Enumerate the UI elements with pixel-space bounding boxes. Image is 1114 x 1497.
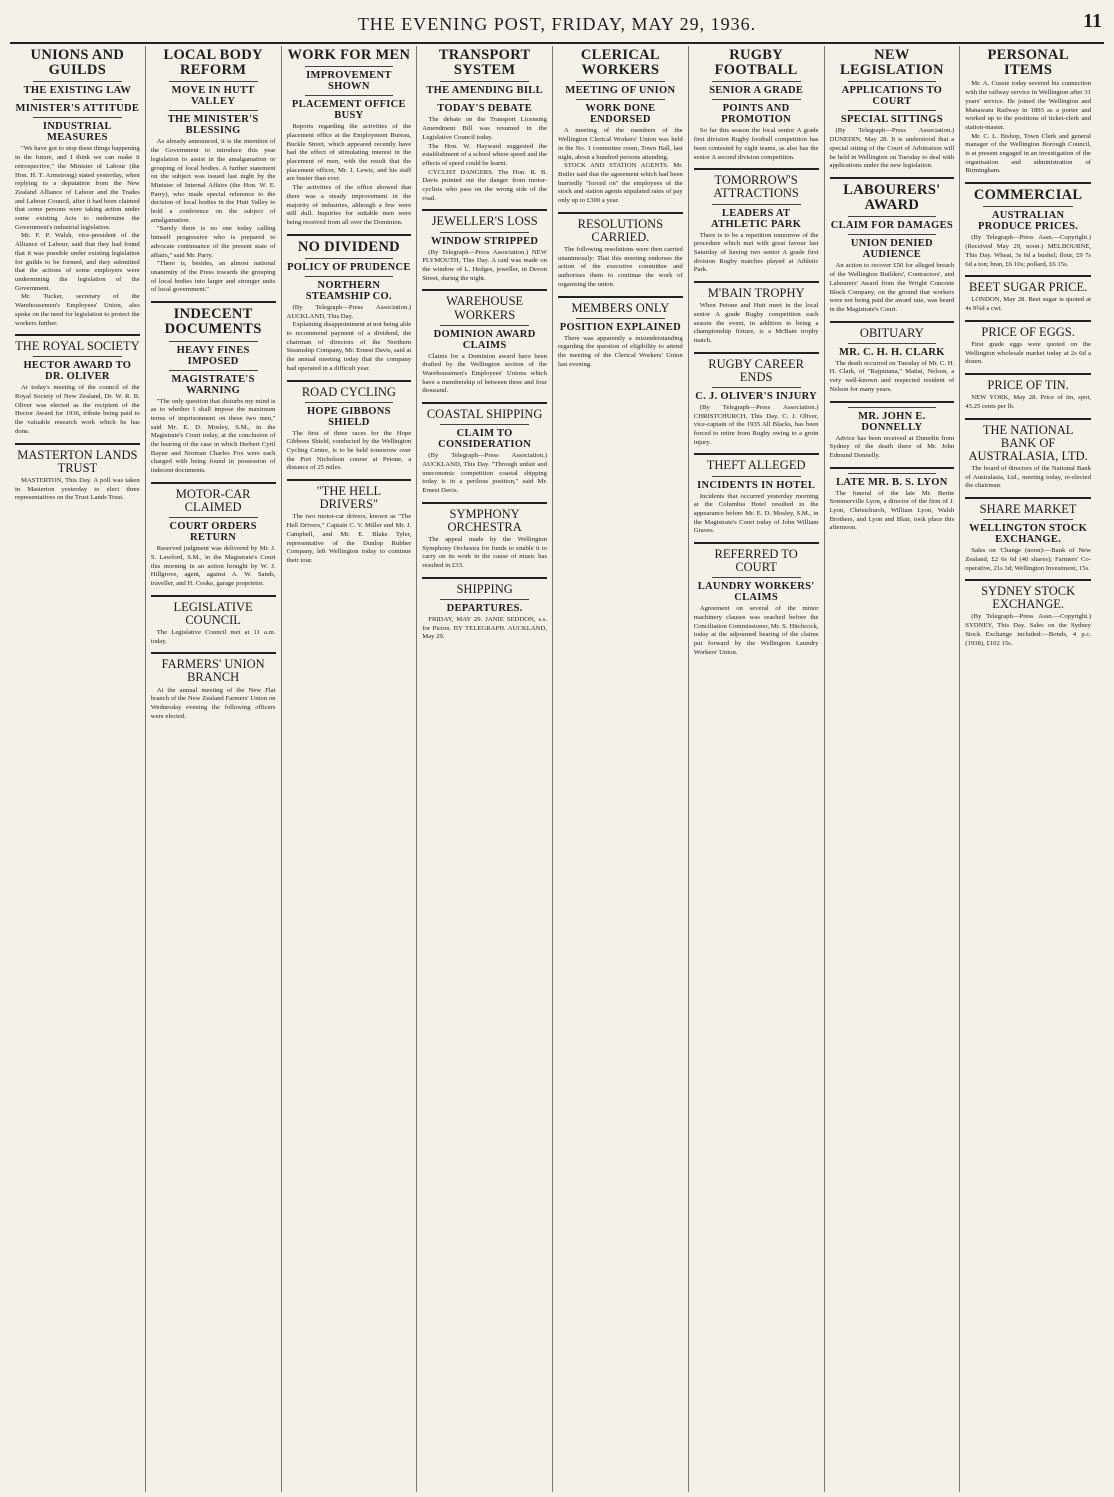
article-body (558, 335, 683, 370)
article-subheading: HEAVY FINES IMPOSED (176, 344, 250, 367)
article-subheading: IMPROVEMENT SHOWN (306, 70, 392, 93)
article-divider (558, 212, 683, 214)
headline-rule (712, 99, 801, 100)
article-body (151, 138, 276, 295)
article-subheading: THE EXISTING LAW (23, 85, 132, 97)
headline-rule (33, 117, 122, 118)
article-divider (830, 401, 955, 403)
article-paragraph: The board of directors of the National Bank of Australasia, Ltd., meeting today, re-elected the chairman. (965, 464, 1091, 490)
article-divider (287, 479, 412, 481)
article-body (558, 127, 683, 205)
article-body (965, 296, 1091, 313)
article-divider (422, 502, 547, 504)
article (694, 48, 819, 162)
column-7 (825, 46, 961, 1492)
article-paragraph: FRIDAY, MAY 29. JANIE SEDDON, s.s. for Picton. BY TELEGRAPH. AUCKLAND, May 29. (422, 616, 547, 641)
article-body (287, 123, 412, 227)
article-paragraph: Reports regarding the activities of the placement office at the Employment Bureau, Buckle Street, which appeared recently have had the effect of stimulating interest in the placement of men, with the result that the placement officer, Mr. J. Lewis, and his staff are busier than ever. (286, 123, 412, 183)
article (965, 497, 1091, 573)
article-headline: INDECENT DOCUMENTS (164, 306, 262, 338)
headline-rule (305, 276, 394, 277)
article-divider (151, 482, 276, 484)
article-paragraph: Claims for a Dominion award have been drafted by the Wellington section of the Warehousemen's Employees' Unions which have a membership of between three and four thousand. (422, 352, 547, 395)
article-paragraph: The two motor-car drivers, known as "The Hell Drivers," Captain C. V. Miller and Mr. J. Campbell, and Mr. E. Blake Tyler, representative of the Dunlop Rubber Company, left Wellington today to continue their tour. (286, 513, 412, 564)
article (151, 482, 276, 589)
headline-rule (848, 343, 937, 344)
article-headline: ROAD CYCLING (301, 384, 396, 399)
article-headline: JEWELLER'S LOSS (431, 214, 538, 229)
article-body (694, 232, 819, 276)
article-headline: COASTAL SHIPPING (426, 407, 543, 422)
article-subheading: THE MINISTER'S BLESSING (167, 114, 259, 137)
article-paragraph: "There is, besides, an almost national unanimity of the Press towards the grouping of local bodies into larger and stronger units of local government." (150, 260, 276, 294)
article (694, 352, 819, 448)
headline-rule (712, 387, 801, 388)
article-subheading: HECTOR AWARD TO DR. OLIVER (23, 360, 132, 383)
headline-rule (983, 519, 1073, 520)
article-paragraph: Explaining disappointment at not being able to recommend payment of a dividend, the chairman of directors of the Northern Steamship Company, Mr. Ernest Davis, said at the annual meeting today that the company had operated in a difficult year. (286, 321, 412, 372)
headline-rule (712, 81, 801, 82)
article-paragraph: The death occurred on Tuesday of Mr. C. H. H. Clark, of "Rajputana," Maitai, Nelson, a very well-known and respected resident of Nelson for many years. (829, 359, 955, 393)
headline-rule (848, 234, 937, 235)
article (558, 48, 683, 206)
article-subheading: SENIOR A GRADE (709, 85, 804, 97)
article (422, 48, 547, 203)
headline-rule (576, 99, 665, 100)
article-divider (694, 168, 819, 170)
article-divider (965, 418, 1091, 420)
article (151, 48, 276, 295)
article (830, 467, 955, 534)
article-paragraph: LONDON, May 28. Beet sugar is quoted at 4s 9¾d a cwt. (965, 296, 1091, 313)
article-headline: LOCAL BODY REFORM (163, 47, 263, 79)
headline-rule (305, 95, 394, 96)
article-body (287, 513, 412, 565)
headline-rule (169, 110, 258, 111)
article-body (830, 490, 955, 534)
article-headline: FARMERS' UNION BRANCH (161, 657, 265, 685)
article-body (830, 127, 955, 171)
article-body (151, 398, 276, 476)
article-body (151, 545, 276, 589)
article-headline: CLERICAL WORKERS (580, 47, 660, 79)
article-paragraph: Advice has been received at Dunedin from Sydney of the death there of Mr. John Edmund Donnelly. (829, 434, 955, 459)
article-divider (287, 380, 412, 382)
article-paragraph: The first of three races for the Hope Gibbons Shield, conducted by the Wellington Cycling Centre, is to be held tomorrow over the Port Nicholson course at Petone, a distance of 25 miles. (286, 429, 412, 472)
headline-rule (440, 81, 529, 82)
article (151, 301, 276, 476)
article-body (422, 116, 547, 203)
article (558, 212, 683, 290)
article-paragraph: Mr. C. L. Bishop, Town Clerk and general manager of the Wellington Borough Council, is at present engaged in an investigation of the organisation and administration of Birmingham. (965, 132, 1091, 175)
article (287, 380, 412, 474)
column-2 (146, 46, 282, 1492)
article-paragraph: There is to be a repetition tomorrow of the procedure which met with great favour last Saturday of having two senior A grade first division Rugby matches played at Athletic Park. (693, 231, 819, 274)
article-subheading: APPLICATIONS TO COURT (841, 85, 943, 108)
article (830, 48, 955, 171)
article (965, 275, 1091, 314)
article-divider (694, 281, 819, 283)
article-paragraph: NEW YORK, May 28. Price of tin, spot, 45.25 cents per lb. (965, 394, 1091, 410)
article-body (422, 536, 547, 571)
article-body (287, 304, 412, 374)
newspaper-columns (10, 46, 1104, 1492)
article-paragraph: Incidents that occurred yesterday morning at the Columbia Hotel resulted in the appearance before Mr. E. D. Mosley, S.M., in the Magistrate's Court today of John William Graves. (693, 492, 819, 535)
headline-rule (440, 424, 529, 425)
headline-rule (848, 407, 937, 408)
column-8 (960, 46, 1096, 1492)
article-divider (422, 577, 547, 579)
article-divider (422, 209, 547, 211)
article-headline: NEW LEGISLATION (839, 47, 944, 79)
article-subheading: SPECIAL SITTINGS (840, 114, 943, 126)
article-headline: THE ROYAL SOCIETY (15, 339, 140, 354)
article (694, 281, 819, 346)
article-divider (965, 373, 1091, 375)
article-paragraph: The Legislative Council met at 11 a.m. today. (150, 628, 276, 645)
article-headline: COMMERCIAL (973, 187, 1083, 204)
article-subheading: MINISTER'S ATTITUDE (15, 103, 140, 115)
article-headline: THEFT ALLEGED (706, 458, 806, 473)
headline-rule (848, 81, 937, 82)
article-subheading: LEADERS AT ATHLETIC PARK (711, 207, 802, 230)
column-6 (689, 46, 825, 1492)
article (694, 168, 819, 275)
article-headline: LABOURERS' AWARD (843, 181, 941, 214)
article-headline: RUGBY CAREER ENDS (708, 356, 804, 384)
article-body (694, 127, 819, 162)
article-divider (15, 443, 140, 445)
article (830, 401, 955, 461)
article-divider (830, 467, 955, 469)
article-body (15, 145, 140, 328)
article-paragraph: STOCK AND STATION AGENTS. Mr. Butler said that the agreement which had been hurriedly "forced on" the employees of the stock and station agents stipulated rates of pay only up to £300 a year. (558, 162, 683, 205)
article-body (965, 547, 1091, 573)
article-body (965, 341, 1091, 367)
article-body (965, 80, 1091, 176)
article-headline: SYMPHONY ORCHESTRA (447, 506, 522, 534)
article-body (422, 249, 547, 284)
article-subheading: INDUSTRIAL MEASURES (42, 121, 112, 144)
headline-rule (440, 599, 529, 600)
article-headline: OBITUARY (859, 325, 924, 340)
article-headline: MEMBERS ONLY (571, 300, 670, 315)
headline-rule (305, 258, 394, 259)
article-subheading: PLACEMENT OFFICE BUSY (291, 99, 406, 122)
headline-rule (712, 577, 801, 578)
headline-rule (169, 517, 258, 518)
headline-rule (440, 99, 529, 100)
headline-rule (305, 402, 394, 403)
article-subheading: DEPARTURES. (446, 603, 523, 614)
article-subheading: LAUNDRY WORKERS' CLAIMS (697, 581, 815, 604)
article (965, 320, 1091, 367)
article-paragraph: MASTERTON, This Day. A poll was taken in Masterton yesterday to elect three representatives on the Trust Lands Trust. (15, 476, 140, 502)
article-headline: WAREHOUSE WORKERS (446, 294, 524, 322)
page-number: 11 (1083, 10, 1102, 32)
article (830, 321, 955, 395)
headline-rule (848, 216, 937, 217)
article (287, 234, 412, 374)
article-body (694, 302, 819, 346)
article-paragraph: "The only question that disturbs my mind is as to whether I shall impose the maximum terms of imprisonment on these two men," said Mr. E. D. Mosley, S.M., in the Magistrate's Court today, at the conclusion of the hearing of the case in which Herbert Cyril Bayne and Norman Charles Fox were each charged with being found in possession of indecent documents. (150, 397, 276, 475)
headline-rule (848, 473, 937, 474)
article (15, 48, 140, 328)
article-divider (151, 652, 276, 654)
article (422, 209, 547, 283)
article-divider (15, 334, 140, 336)
article (422, 577, 547, 642)
article-subheading: LATE MR. B. S. LYON (836, 476, 948, 488)
article-headline: MASTERTON LANDS TRUST (17, 447, 138, 475)
article (287, 479, 412, 565)
headline-rule (712, 476, 801, 477)
article (15, 443, 140, 503)
article-paragraph: (By Telegraph—Press Assn.—Copyright.) (Received May 29, noon.) MELBOURNE, This Day. Wheat, 3s 6d a bushel; flour, £9 7s 6d a ton; bran, £6 10s; pollard, £6 15s. (965, 234, 1091, 268)
article-paragraph: When Petone and Hutt meet in the local senior A grade Rugby competition each season the event, in addition to being a championship fixture, is a McBain trophy match. (693, 302, 819, 344)
article (965, 418, 1091, 491)
newspaper-title: THE EVENING POST, FRIDAY, MAY 29, 1936. (357, 14, 757, 34)
column-1 (10, 46, 146, 1492)
article-headline: LEGISLATIVE COUNCIL (173, 599, 253, 627)
article-body (422, 452, 547, 496)
article-divider (151, 595, 276, 597)
article-body (830, 435, 955, 461)
article-paragraph: (By Telegraph—Press Association.) DUNEDIN, May 28. It is understood that a special sitting of the Court of Arbitration will be held in Wellington on Tuesday to deal with applications under the new legislation. (829, 127, 955, 170)
masthead (10, 8, 1104, 44)
headline-rule (440, 232, 529, 233)
article-headline: RUGBY FOOTBALL (714, 47, 798, 79)
article-body (287, 430, 412, 474)
article-headline: MOTOR-CAR CLAIMED (175, 486, 251, 514)
article-divider (830, 177, 955, 179)
article-divider (830, 321, 955, 323)
article-paragraph: The Hon. W. Hayward suggested the establishment of a school where speed and the effects of speed could be learnt. (422, 142, 547, 167)
article-divider (422, 402, 547, 404)
article-headline: NO DIVIDEND (297, 238, 400, 255)
article-divider (151, 301, 276, 303)
article-paragraph: As already announced, it is the intention of the Government to introduce this year legislation to assist in the amalgamation or grouping of local bodies. A further statement on the subject was issued last night by the Minister of Internal Affairs (the Hon. W. E. Parry), who made special reference to the decision of local bodies in the Hutt Valley to hold a conference on the subject of amalgamation. (150, 138, 276, 224)
article-body (830, 360, 955, 395)
article-subheading: WELLINGTON STOCK EXCHANGE. (969, 523, 1088, 546)
article-subheading: COURT ORDERS RETURN (169, 521, 257, 544)
article-paragraph: (By Telegraph—Press Association.) AUCKLAND, This Day. (286, 303, 412, 320)
article-body (965, 613, 1091, 648)
article-subheading: THE AMENDING BILL (426, 85, 543, 97)
article-paragraph: So far this season the local senior A grade first division Rugby football competition has been contested by eight teams, as also has the senior A second division competition. (693, 127, 819, 161)
article-divider (965, 579, 1091, 581)
article-subheading: DOMINION AWARD CLAIMS (433, 328, 536, 351)
article-headline: PERSONAL ITEMS (987, 47, 1069, 79)
article-body (965, 465, 1091, 491)
article-headline: PRICE OF TIN. (987, 377, 1069, 392)
article (694, 542, 819, 657)
article-body (558, 246, 683, 290)
article-headline: "THE HELL DRIVERS" (316, 484, 382, 512)
article-paragraph: At today's meeting of the council of the Royal Society of New Zealand, Dr. W. R. B. Oliver was elected as the recipient of the Hector Award for 1936, tribute being paid to the valuable research work which he has done. (15, 384, 140, 435)
article (15, 334, 140, 436)
article (151, 652, 276, 721)
article-headline: SHARE MARKET (979, 501, 1077, 516)
article-body (694, 493, 819, 537)
article-divider (422, 289, 547, 291)
article-subheading: INCIDENTS IN HOTEL (697, 479, 816, 491)
article-paragraph: The following resolutions were then carried unanimously: That this meeting endorses the action of the executive committee and authorises them to continue the work of organising the union. (558, 246, 683, 288)
article-subheading: NORTHERN STEAMSHIP CO. (305, 279, 392, 302)
article (965, 182, 1091, 269)
article-paragraph: The funeral of the late Mr. Bertie Sommerville Lyon, a director of the firm of J. Lyon, Christchurch, William Lyon, Walsh Brothers, and Lyon and Blair, took place this afternoon. (829, 489, 955, 532)
article-subheading: MR. C. H. H. CLARK (839, 346, 945, 358)
article-body (965, 394, 1091, 411)
article-subheading: WORK DONE ENDORSED (585, 103, 656, 126)
article-body (422, 616, 547, 642)
article (422, 289, 547, 396)
article-body (830, 262, 955, 314)
article-subheading: CLAIM TO CONSIDERATION (438, 428, 532, 451)
article-divider (287, 234, 412, 236)
article-subheading: TODAY'S DEBATE (437, 103, 532, 115)
article (287, 48, 412, 228)
article-paragraph: Reserved judgment was delivered by Mr. J. S. Lawford, S.M., in the Magistrate's Court this morning in an action brought by W. J. Hillgrove, agent, against A. W. Sands, traveller, and H. Cooke, garage proprietor. (150, 545, 276, 587)
headline-rule (169, 341, 258, 342)
article-subheading: AUSTRALIAN PRODUCE PRICES. (978, 210, 1079, 233)
article-headline: PRICE OF EGGS. (981, 324, 1075, 339)
article-headline: M'BAIN TROPHY (707, 286, 805, 301)
article-paragraph: CYCLIST DANGERS. The Hon. R. B. Davis pointed out the danger from motor-cyclists who pass on the wrong side of the road. (422, 168, 547, 202)
article-subheading: UNION DENIED AUDIENCE (850, 238, 933, 261)
article-headline: UNIONS AND GUILDS (30, 47, 125, 79)
headline-rule (712, 204, 801, 205)
article-subheading: POLICY OF PRUDENCE (287, 261, 411, 273)
article-divider (965, 497, 1091, 499)
article-paragraph: (By Telegraph—Press Association.) NEW PLYMOUTH, This Day. A raid was made on the window of L. Hedges, jeweller, in Devon Street, during the night. (422, 248, 547, 282)
article-divider (694, 453, 819, 455)
article-paragraph: The activities of the office showed that there was a steady improvement in the majority of industries, although a few were still dull. Inquiries for suitable men were being received from all over the Dominion. (286, 184, 412, 226)
article-headline: WORK FOR MEN (287, 47, 411, 63)
article (830, 177, 955, 315)
article-paragraph: Sales on 'Change (noon):—Bank of New Zealand, £2 6s 6d (40 shares); Farmers' Co-operative, 21s 3d; Wellington Investment, 15s. (965, 547, 1091, 572)
column-5 (553, 46, 689, 1492)
article-paragraph: (By Telegraph—Press Association.) AUCKLAND, This Day. "Through unfair and uneconomic competition coastal shipping today is in a perilous position," said Mr. Ernest Davis. (422, 452, 547, 495)
article-divider (965, 320, 1091, 322)
article-paragraph: There was apparently a misunderstanding regarding the question of eligibility to attend the meeting of the Clerical Workers' Union last evening. (558, 334, 683, 368)
article-divider (694, 352, 819, 354)
column-4 (417, 46, 553, 1492)
article-paragraph: Mr. A. Cussie today severed his connection with the railway service in Wellington after 31 years' service. He joined the Wellington and Manawatu Railway in 1893 as a porter and worked up to the positions of ticket-clerk and station-master. (965, 80, 1091, 131)
headline-rule (440, 325, 529, 326)
headline-rule (33, 81, 122, 82)
article-paragraph: "We have got to stop these things happening in the future, and I think we can make it retrospective," the Minister of Labour (the Hon. H. T. Armstrong) stated yesterday, when replying to a deputation from the New Zealand Alliance of Labour and the Trades and Labour Council, after it had been claimed that some persons were taking action under some existing Acts to undermine the Government's industrial legislation. (15, 145, 140, 231)
article-subheading: MR. JOHN E. DONNELLY (858, 410, 926, 433)
article-subheading: MAGISTRATE'S WARNING (171, 373, 255, 396)
article-body (15, 384, 140, 436)
headline-rule (576, 81, 665, 82)
article-paragraph: An action to recover £50 for alleged breach of the Wellington Builders', Contractors', and Labourers' Award from the Wright Concrete Block Company, on the ground that workers were not being paid the award rate, was heard in the Magistrate's Court. (829, 262, 955, 313)
article-headline: THE NATIONAL BANK OF AUSTRALASIA, LTD. (968, 422, 1088, 463)
article-paragraph: First grade eggs were quoted on the Wellington wholesale market today at 2s 6d a dozen. (965, 340, 1091, 366)
article-divider (694, 542, 819, 544)
article-paragraph: (By Telegraph—Press Assn.—Copyright.) SYDNEY, This Day. Sales on the Sydney Stock Exchange included:—Bonds, 4 p.c. (1938), £102 15s. (965, 613, 1091, 647)
article (965, 579, 1091, 648)
article-paragraph: The appeal made by the Wellington Symphony Orchestra for funds to enable it to carry on its work in the cause of music has resulted in £33. (422, 536, 547, 570)
article-body (694, 404, 819, 448)
article-headline: TOMORROW'S ATTRACTIONS (713, 173, 799, 201)
article-paragraph: Mr. Tucker, secretary of the Warehousemen's Employees' Union, also spoke on the need for legislation to protect the workers further. (15, 293, 140, 327)
article-paragraph: "Surely there is no one today calling himself progressive who is prepared to advocate continuance of the present state of affairs," said Mr. Parry. (150, 225, 276, 259)
article (422, 502, 547, 571)
article-subheading: C. J. OLIVER'S INJURY (695, 390, 817, 402)
article-paragraph: Agreement on several of the minor machinery clauses was reached before the Conciliation Commissioner, Mr. S. Hitchcock, today at the adjourned hearing of the claims put forward by the Wellington Laundry Workers' Union. (693, 605, 819, 656)
article-body (965, 234, 1091, 269)
article-paragraph: Mr. F. P. Walsh, vice-president of the Alliance of Labour, said that they had found that it was possible under existing legislation for guilds to be formed, and they submitted that the actions of some employers were undermining the legislation of the Government. (15, 232, 140, 292)
article-divider (965, 182, 1091, 184)
article-headline: SYDNEY STOCK EXCHANGE. (981, 584, 1076, 612)
article-headline: TRANSPORT SYSTEM (438, 47, 531, 79)
article-body (15, 477, 140, 503)
article-subheading: CLAIM FOR DAMAGES (830, 220, 954, 232)
headline-rule (983, 206, 1073, 207)
article (151, 595, 276, 647)
headline-rule (848, 110, 937, 111)
headline-rule (33, 356, 122, 357)
article-subheading: POSITION EXPLAINED (559, 321, 681, 333)
article-paragraph: (By Telegraph—Press Association.) CHRISTCHURCH, This Day. C. J. Oliver, vice-captain of the 1935 All Blacks, has been forced to retire from Rugby owing to a groin injury. (693, 403, 819, 446)
article-body (422, 353, 547, 397)
article (965, 373, 1091, 412)
article-headline: REFERRED TO COURT (714, 547, 798, 575)
article-paragraph: A meeting of the members of the Wellington Clerical Workers' Union was held in the No. 1 committee room, Town Hall, last night, about a hundred persons attending. (558, 127, 683, 161)
article-body (151, 629, 276, 646)
article-divider (965, 275, 1091, 277)
article (558, 296, 683, 370)
article-subheading: HOPE GIBBONS SHIELD (306, 405, 391, 428)
article-paragraph: The debate on the Transport Licensing Amendment Bill was resumed in the Legislative Council today. (422, 116, 547, 141)
article (422, 402, 547, 496)
article-body (694, 605, 819, 657)
article-body (151, 687, 276, 722)
headline-rule (169, 370, 258, 371)
column-3 (282, 46, 418, 1492)
article (965, 48, 1091, 176)
headline-rule (33, 99, 122, 100)
article-subheading: POINTS AND PROMOTION (721, 103, 792, 126)
headline-rule (169, 81, 258, 82)
article-divider (558, 296, 683, 298)
article-headline: RESOLUTIONS CARRIED. (577, 216, 664, 244)
article-subheading: MEETING OF UNION (565, 85, 676, 97)
headline-rule (576, 318, 665, 319)
article-subheading: MOVE IN HUTT VALLEY (171, 85, 255, 108)
article-headline: BEET SUGAR PRICE. (969, 280, 1088, 295)
article-headline: SHIPPING (456, 581, 513, 596)
article-paragraph: At the annual meeting of the New Flat branch of the New Zealand Farmers' Union on Wednesday evening the following officers were elected. (150, 686, 276, 720)
article-subheading: WINDOW STRIPPED (430, 235, 539, 247)
article (694, 453, 819, 536)
headline-rule (305, 66, 394, 67)
